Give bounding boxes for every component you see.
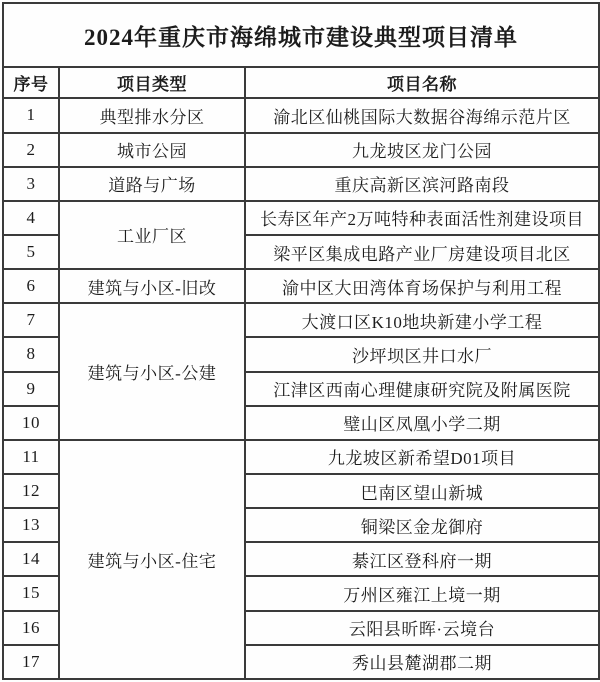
project-name-cell: 綦江区登科府一期 [245,542,599,576]
table-row [3,269,599,303]
row-number-cell: 13 [3,508,59,542]
project-type-cell: 城市公园 [59,133,245,167]
table-row [3,303,599,337]
column-header-name: 项目名称 [245,67,599,98]
project-name-cell: 璧山区凤凰小学二期 [245,406,599,440]
column-header-no: 序号 [3,67,59,98]
project-name-cell: 沙坪坝区井口水厂 [245,337,599,371]
title-row [3,3,599,67]
row-number-cell: 2 [3,133,59,167]
row-number-cell: 3 [3,167,59,201]
row-number-cell: 17 [3,645,59,679]
project-name-cell: 重庆高新区滨河路南段 [245,167,599,201]
row-number-cell: 5 [3,235,59,269]
header-row [3,67,599,98]
row-number-cell: 1 [3,98,59,132]
project-name-cell: 秀山县麓湖郡二期 [245,645,599,679]
row-number-cell: 11 [3,440,59,474]
project-name-cell: 九龙坡区龙门公园 [245,133,599,167]
row-number-cell: 9 [3,372,59,406]
row-number-cell: 6 [3,269,59,303]
page-title: 2024年重庆市海绵城市建设典型项目清单 [3,3,599,67]
row-number-cell: 14 [3,542,59,576]
table-row [3,167,599,201]
project-type-cell: 道路与广场 [59,167,245,201]
table-row [3,98,599,132]
project-type-cell: 建筑与小区-住宅 [59,440,245,679]
project-name-cell: 铜梁区金龙御府 [245,508,599,542]
table-row [3,133,599,167]
project-name-cell: 巴南区望山新城 [245,474,599,508]
project-name-cell: 长寿区年产2万吨特种表面活性剂建设项目 [245,201,599,235]
project-type-cell: 典型排水分区 [59,98,245,132]
row-number-cell: 8 [3,337,59,371]
project-type-cell: 建筑与小区-公建 [59,303,245,440]
project-type-cell: 工业厂区 [59,201,245,269]
project-name-cell: 九龙坡区新希望D01项目 [245,440,599,474]
row-number-cell: 10 [3,406,59,440]
project-name-cell: 江津区西南心理健康研究院及附属医院 [245,372,599,406]
project-name-cell: 万州区雍江上境一期 [245,576,599,610]
row-number-cell: 16 [3,611,59,645]
row-number-cell: 15 [3,576,59,610]
row-number-cell: 4 [3,201,59,235]
project-type-cell: 建筑与小区-旧改 [59,269,245,303]
project-name-cell: 梁平区集成电路产业厂房建设项目北区 [245,235,599,269]
project-table [2,2,600,680]
project-name-cell: 大渡口区K10地块新建小学工程 [245,303,599,337]
project-name-cell: 渝中区大田湾体育场保护与利用工程 [245,269,599,303]
project-name-cell: 云阳县昕晖·云境台 [245,611,599,645]
row-number-cell: 12 [3,474,59,508]
table-row [3,440,599,474]
column-header-type: 项目类型 [59,67,245,98]
project-name-cell: 渝北区仙桃国际大数据谷海绵示范片区 [245,98,599,132]
table-row [3,201,599,235]
row-number-cell: 7 [3,303,59,337]
